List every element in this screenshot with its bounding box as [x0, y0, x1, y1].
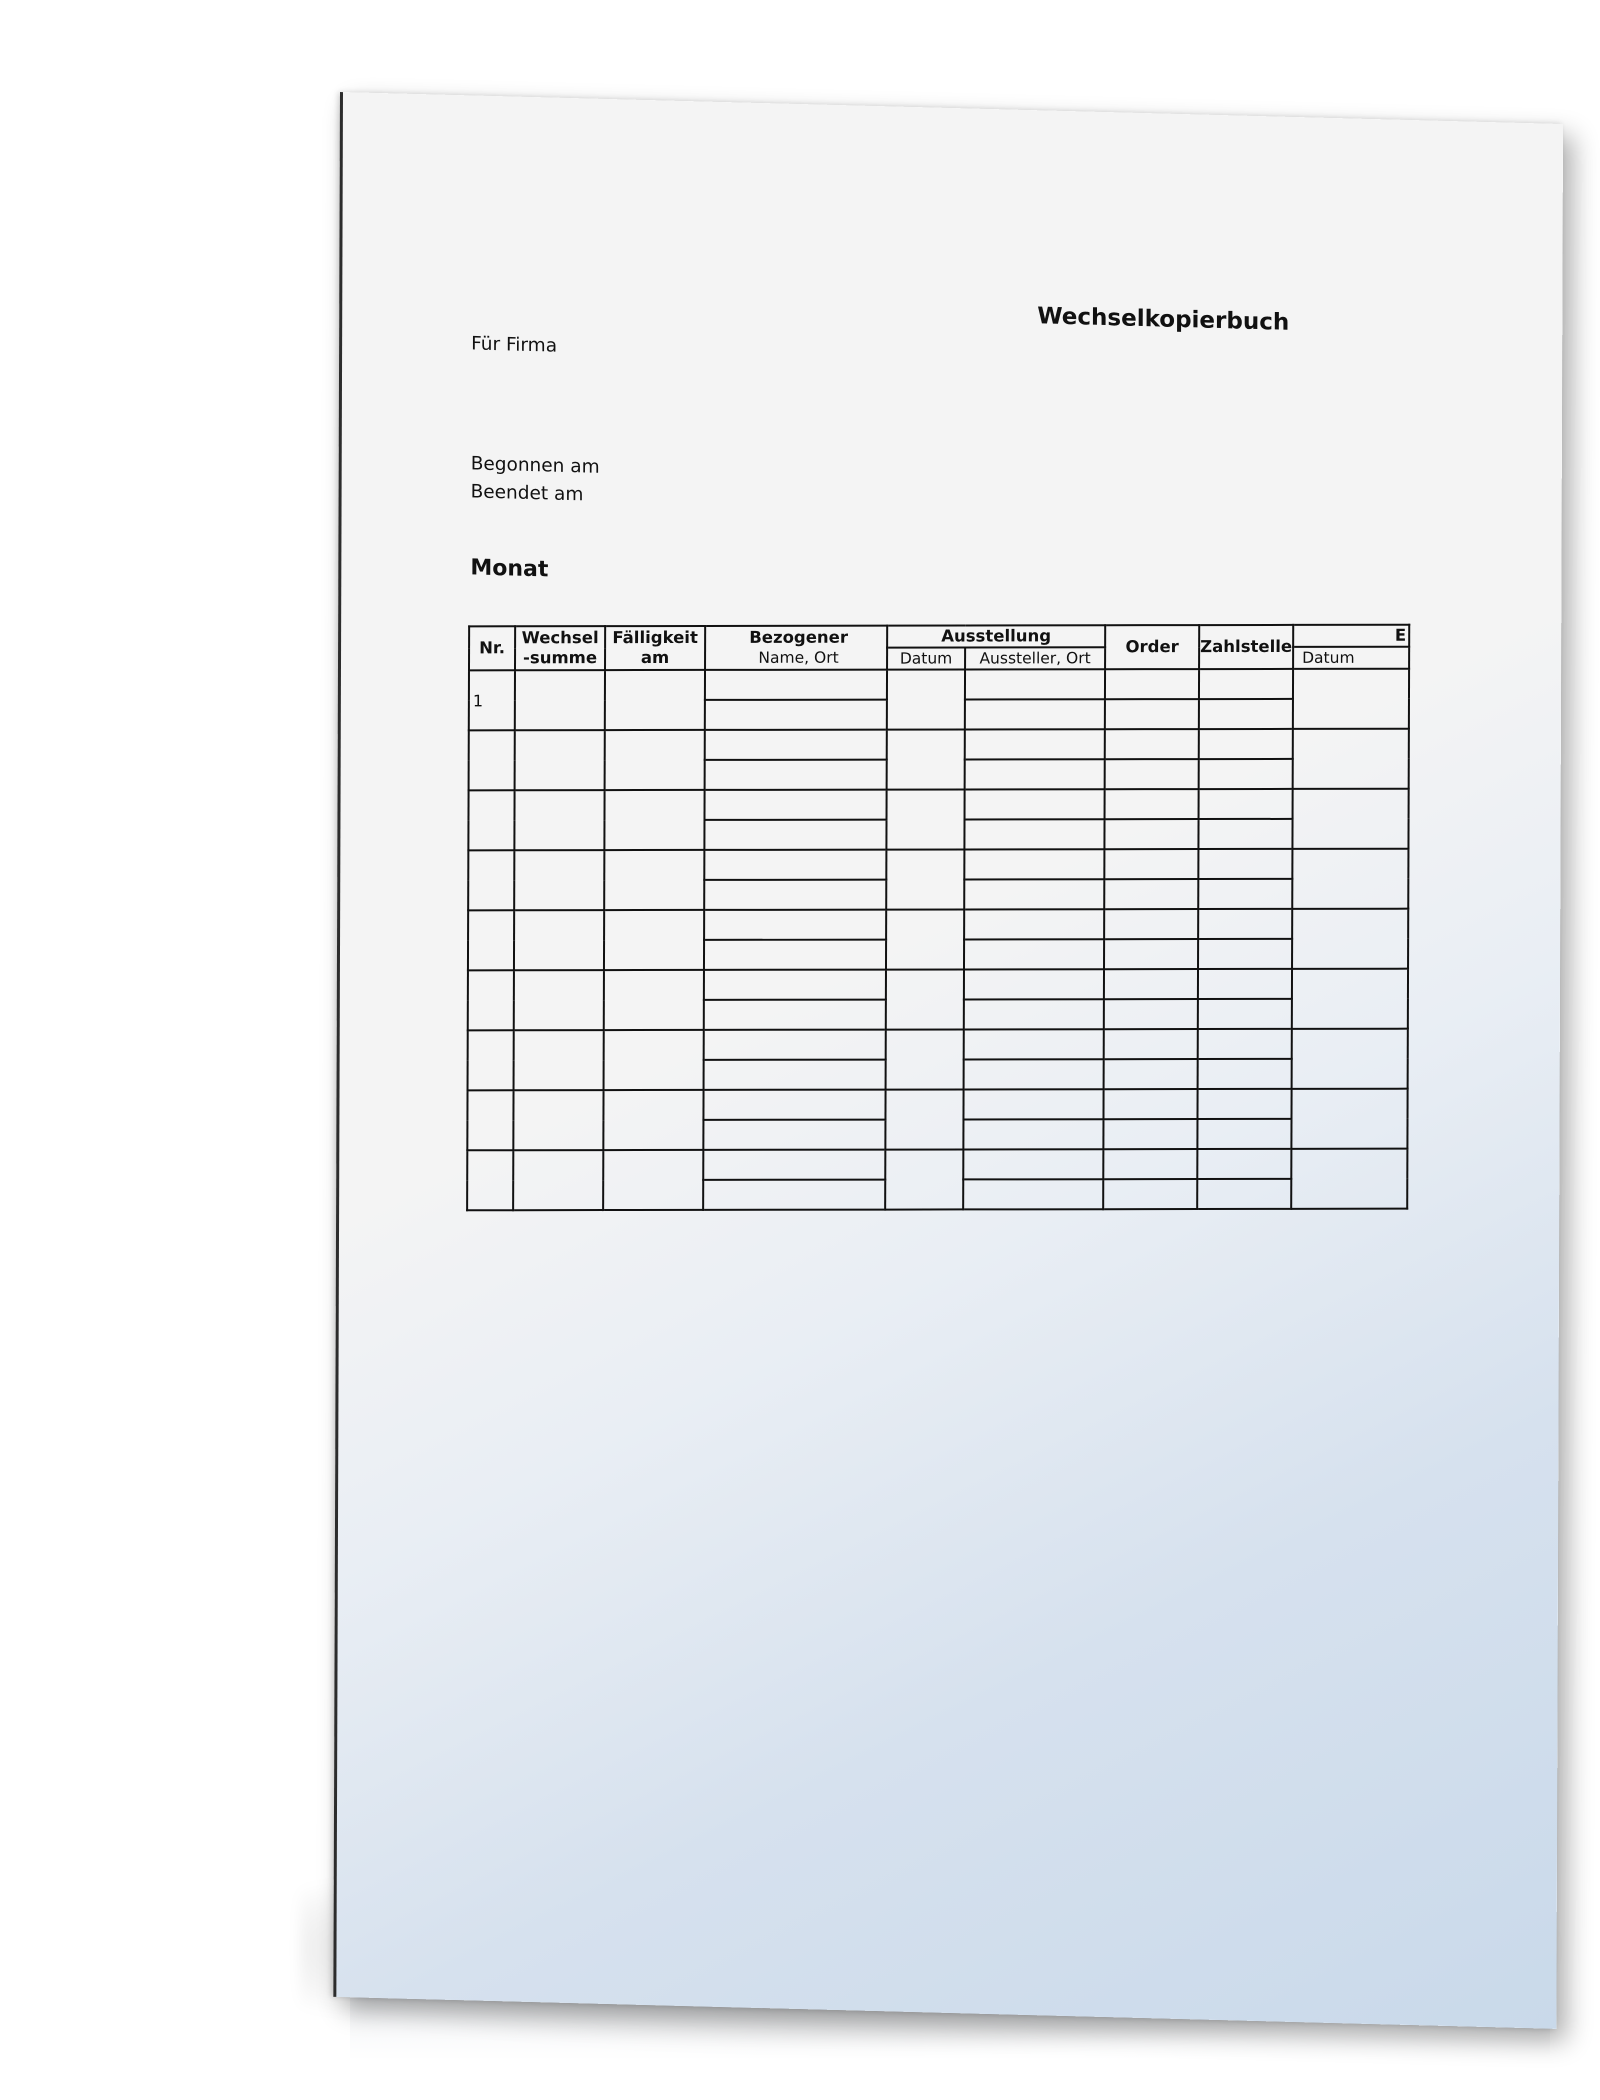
- issue-date-cell[interactable]: [887, 669, 965, 729]
- issuer-cell[interactable]: [964, 1059, 1104, 1089]
- header-issue-date: Datum: [887, 647, 965, 669]
- drawee-cell[interactable]: [704, 970, 886, 1000]
- cut-date-cell[interactable]: [1291, 1089, 1407, 1149]
- order-cell[interactable]: [1104, 849, 1198, 879]
- table-row: [469, 729, 1409, 761]
- row-number: [469, 811, 472, 830]
- cut-date-cell[interactable]: [1292, 909, 1408, 969]
- row-number: 1: [472, 690, 484, 710]
- issuer-cell[interactable]: [964, 909, 1104, 939]
- cut-date-cell[interactable]: [1293, 669, 1409, 729]
- nr-cell[interactable]: [468, 1030, 514, 1090]
- drawee-cell[interactable]: [704, 850, 886, 880]
- due-cell[interactable]: [604, 970, 704, 1030]
- amount-cell[interactable]: [514, 790, 604, 850]
- order-cell[interactable]: [1105, 669, 1199, 699]
- payplace-cell[interactable]: [1197, 1119, 1291, 1149]
- issuer-cell[interactable]: [965, 789, 1105, 819]
- payplace-cell[interactable]: [1198, 939, 1292, 969]
- order-cell[interactable]: [1104, 819, 1198, 849]
- payplace-cell[interactable]: [1197, 1179, 1291, 1209]
- payplace-cell[interactable]: [1198, 999, 1292, 1029]
- drawee-cell[interactable]: [704, 1060, 886, 1090]
- due-cell[interactable]: [604, 790, 704, 850]
- table-row: [468, 849, 1408, 881]
- drawee-cell[interactable]: [704, 790, 886, 820]
- drawee-cell[interactable]: [703, 1150, 885, 1180]
- nr-cell[interactable]: [469, 730, 515, 790]
- table-row: [467, 1149, 1407, 1181]
- header-amount: [515, 626, 605, 670]
- row-number: [468, 1171, 471, 1190]
- header-due-line2: am: [640, 648, 670, 668]
- ledger-body: [467, 669, 1409, 1211]
- drawee-cell[interactable]: [704, 880, 886, 910]
- order-cell[interactable]: [1103, 1179, 1197, 1209]
- order-cell[interactable]: [1103, 1149, 1197, 1179]
- issue-date-cell[interactable]: [886, 1029, 964, 1089]
- order-cell[interactable]: [1105, 729, 1199, 759]
- issuer-cell[interactable]: [965, 759, 1105, 789]
- payplace-cell[interactable]: [1199, 699, 1293, 729]
- cut-date-cell[interactable]: [1292, 1029, 1408, 1089]
- issuer-cell[interactable]: [963, 1119, 1103, 1149]
- due-cell[interactable]: [604, 850, 704, 910]
- drawee-cell[interactable]: [704, 910, 886, 940]
- issuer-cell[interactable]: [964, 879, 1104, 909]
- payplace-cell[interactable]: [1199, 789, 1293, 819]
- order-cell[interactable]: [1104, 1029, 1198, 1059]
- drawee-cell[interactable]: [704, 820, 886, 850]
- payplace-cell[interactable]: [1198, 879, 1292, 909]
- table-row: [468, 789, 1408, 821]
- nr-cell[interactable]: [468, 790, 514, 850]
- issue-date-cell[interactable]: [885, 1149, 963, 1209]
- drawee-cell[interactable]: [704, 1030, 886, 1060]
- row-number: [469, 1051, 472, 1070]
- issuer-cell[interactable]: [964, 969, 1104, 999]
- issue-date-cell[interactable]: [886, 969, 964, 1029]
- issuer-cell[interactable]: [965, 729, 1105, 759]
- drawee-cell[interactable]: [703, 1180, 885, 1210]
- cut-date-cell[interactable]: [1292, 969, 1408, 1029]
- amount-cell[interactable]: [515, 670, 605, 730]
- due-cell[interactable]: [603, 1090, 703, 1150]
- table-row: [468, 1029, 1408, 1061]
- issuer-cell[interactable]: [964, 1029, 1104, 1059]
- started-label: Begonnen am: [470, 453, 600, 478]
- due-cell[interactable]: [605, 730, 705, 790]
- payplace-cell[interactable]: [1198, 1089, 1292, 1119]
- document-page: [333, 92, 1563, 2029]
- order-cell[interactable]: [1105, 789, 1199, 819]
- row-number: [470, 751, 473, 770]
- payplace-cell[interactable]: [1199, 759, 1293, 789]
- drawee-cell[interactable]: [703, 1120, 885, 1150]
- issuer-cell[interactable]: [964, 819, 1104, 849]
- payplace-cell[interactable]: [1198, 909, 1292, 939]
- drawee-cell[interactable]: [705, 760, 887, 790]
- payplace-cell[interactable]: [1198, 1029, 1292, 1059]
- firm-label: Für Firma: [471, 333, 558, 357]
- issue-date-cell[interactable]: [886, 909, 964, 969]
- order-cell[interactable]: [1105, 699, 1199, 729]
- cut-date-cell[interactable]: [1292, 849, 1408, 909]
- due-cell[interactable]: [604, 910, 704, 970]
- amount-cell[interactable]: [513, 1090, 603, 1150]
- payplace-cell[interactable]: [1199, 729, 1293, 759]
- issue-date-cell[interactable]: [886, 849, 964, 909]
- header-nr: Nr.: [469, 626, 515, 670]
- due-cell[interactable]: [605, 670, 705, 730]
- order-cell[interactable]: [1104, 999, 1198, 1029]
- order-cell[interactable]: [1105, 759, 1199, 789]
- nr-cell[interactable]: [469, 670, 515, 730]
- nr-cell[interactable]: [468, 970, 514, 1030]
- amount-cell[interactable]: [514, 910, 604, 970]
- issuer-cell[interactable]: [963, 1089, 1103, 1119]
- drawee-cell[interactable]: [704, 940, 886, 970]
- amount-cell[interactable]: [514, 1030, 604, 1090]
- issuer-cell[interactable]: [965, 699, 1105, 729]
- nr-cell[interactable]: [468, 850, 514, 910]
- drawee-cell[interactable]: [704, 1000, 886, 1030]
- drawee-cell[interactable]: [705, 730, 887, 760]
- order-cell[interactable]: [1104, 969, 1198, 999]
- payplace-cell[interactable]: [1198, 1059, 1292, 1089]
- header-cut: E: [1293, 625, 1409, 647]
- table-row: [467, 1089, 1407, 1121]
- table-row: [468, 909, 1408, 941]
- table-row: [469, 669, 1409, 701]
- document-title: Wechselkopierbuch: [1037, 303, 1290, 336]
- amount-cell[interactable]: [514, 850, 604, 910]
- header-order: Order: [1105, 625, 1199, 669]
- issuer-cell[interactable]: [965, 669, 1105, 699]
- header-amount-line1: Wechsel: [521, 628, 599, 648]
- header-issuer: Aussteller, Ort: [965, 647, 1105, 669]
- nr-cell[interactable]: [468, 910, 514, 970]
- amount-cell[interactable]: [513, 1150, 603, 1210]
- issuer-cell[interactable]: [963, 1149, 1103, 1179]
- order-cell[interactable]: [1104, 939, 1198, 969]
- ended-label: Beendet am: [470, 481, 584, 506]
- drawee-cell[interactable]: [703, 1090, 885, 1120]
- payplace-cell[interactable]: [1198, 819, 1292, 849]
- order-cell[interactable]: [1104, 909, 1198, 939]
- nr-cell[interactable]: [467, 1150, 513, 1210]
- header-drawee: [705, 626, 887, 670]
- order-cell[interactable]: [1103, 1089, 1197, 1119]
- payplace-cell[interactable]: [1198, 969, 1292, 999]
- drawee-cell[interactable]: [705, 700, 887, 730]
- payplace-cell[interactable]: [1198, 849, 1292, 879]
- issuer-cell[interactable]: [964, 999, 1104, 1029]
- issue-date-cell[interactable]: [886, 789, 964, 849]
- drawee-cell[interactable]: [705, 670, 887, 700]
- payplace-cell[interactable]: [1197, 1149, 1291, 1179]
- ledger-table-wrapper: [466, 624, 1407, 1226]
- header-drawee-title: Bezogener: [749, 627, 849, 647]
- order-cell[interactable]: [1104, 879, 1198, 909]
- issue-date-cell[interactable]: [885, 1089, 963, 1149]
- header-issue: Ausstellung: [887, 625, 1105, 647]
- row-number: [469, 991, 472, 1010]
- header-due-line1: Fälligkeit: [612, 627, 698, 648]
- header-amount-line2: -summe: [523, 648, 598, 668]
- amount-cell[interactable]: [514, 970, 604, 1030]
- cut-date-cell[interactable]: [1293, 729, 1409, 789]
- header-due: [605, 626, 705, 670]
- cut-date-cell[interactable]: [1292, 789, 1408, 849]
- header-drawee-sub: Name, Ort: [758, 648, 839, 667]
- row-number: [468, 1111, 471, 1130]
- table-row: [468, 969, 1408, 1001]
- order-cell[interactable]: [1103, 1119, 1197, 1149]
- issuer-cell[interactable]: [964, 849, 1104, 879]
- month-label: Monat: [470, 555, 549, 583]
- issue-date-cell[interactable]: [887, 729, 965, 789]
- issuer-cell[interactable]: [964, 939, 1104, 969]
- row-number: [469, 871, 472, 890]
- nr-cell[interactable]: [467, 1090, 513, 1150]
- amount-cell[interactable]: [515, 730, 605, 790]
- due-cell[interactable]: [604, 1030, 704, 1090]
- header-payplace: Zahlstelle: [1199, 625, 1293, 669]
- due-cell[interactable]: [603, 1150, 703, 1210]
- issuer-cell[interactable]: [963, 1179, 1103, 1209]
- cut-date-cell[interactable]: [1291, 1149, 1407, 1209]
- ledger-table: [466, 624, 1410, 1212]
- payplace-cell[interactable]: [1199, 669, 1293, 699]
- header-cut-date: Datum: [1293, 647, 1409, 669]
- order-cell[interactable]: [1104, 1059, 1198, 1089]
- row-number: [469, 931, 472, 950]
